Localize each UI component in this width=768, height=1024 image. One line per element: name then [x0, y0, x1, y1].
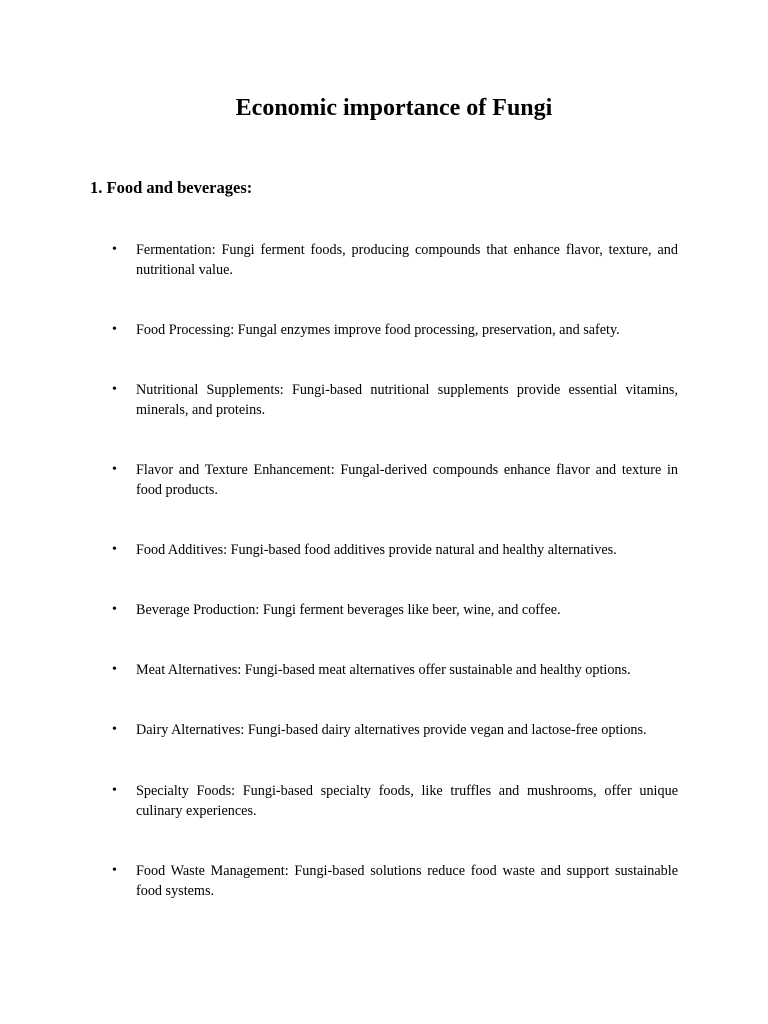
list-item	[112, 861, 678, 901]
list-item	[112, 460, 678, 500]
list-item	[112, 660, 678, 680]
bullet-icon: •	[112, 462, 117, 477]
list-item-text: Fermentation: Fungi ferment foods, producing compounds that enhance flavor, texture, and nutritional value.	[136, 242, 678, 278]
document-title: Economic importance of Fungi	[235, 95, 553, 121]
list-item-text: Flavor and Texture Enhancement: Fungal-derived compounds enhance flavor and texture in food products.	[136, 462, 678, 498]
list-item	[112, 540, 678, 560]
list-item	[112, 380, 678, 420]
list-item-text: Food Waste Management: Fungi-based solutions reduce food waste and support sustainable food systems.	[136, 863, 678, 899]
list-item	[112, 600, 678, 620]
list-item-text: Dairy Alternatives: Fungi-based dairy alternatives provide vegan and lactose-free options.	[136, 722, 647, 738]
bullet-icon: •	[112, 382, 117, 397]
list-item-text: Meat Alternatives: Fungi-based meat alternatives offer sustainable and healthy options.	[136, 662, 631, 678]
section-heading: 1. Food and beverages:	[90, 178, 253, 197]
list-item	[112, 240, 678, 280]
list-item	[112, 720, 678, 740]
bullet-icon: •	[112, 542, 117, 557]
bullet-icon: •	[112, 602, 117, 617]
bullet-icon: •	[112, 322, 117, 337]
list-item-text: Food Additives: Fungi-based food additives provide natural and healthy alternatives.	[136, 542, 617, 558]
bullet-icon: •	[112, 242, 117, 257]
bullet-icon: •	[112, 662, 117, 677]
list-item-text: Specialty Foods: Fungi-based specialty foods, like truffles and mushrooms, offer unique culinary experiences.	[136, 783, 678, 819]
bullet-icon: •	[112, 722, 117, 737]
list-item-text: Beverage Production: Fungi ferment beverages like beer, wine, and coffee.	[136, 602, 561, 618]
list-item-text: Food Processing: Fungal enzymes improve food processing, preservation, and safety.	[136, 322, 620, 338]
list-item	[112, 781, 678, 821]
list-item	[112, 320, 678, 340]
list-item-text: Nutritional Supplements: Fungi-based nutritional supplements provide essential vitamins, minerals, and proteins.	[136, 382, 678, 418]
bullet-icon: •	[112, 863, 117, 878]
bullet-icon: •	[112, 783, 117, 798]
